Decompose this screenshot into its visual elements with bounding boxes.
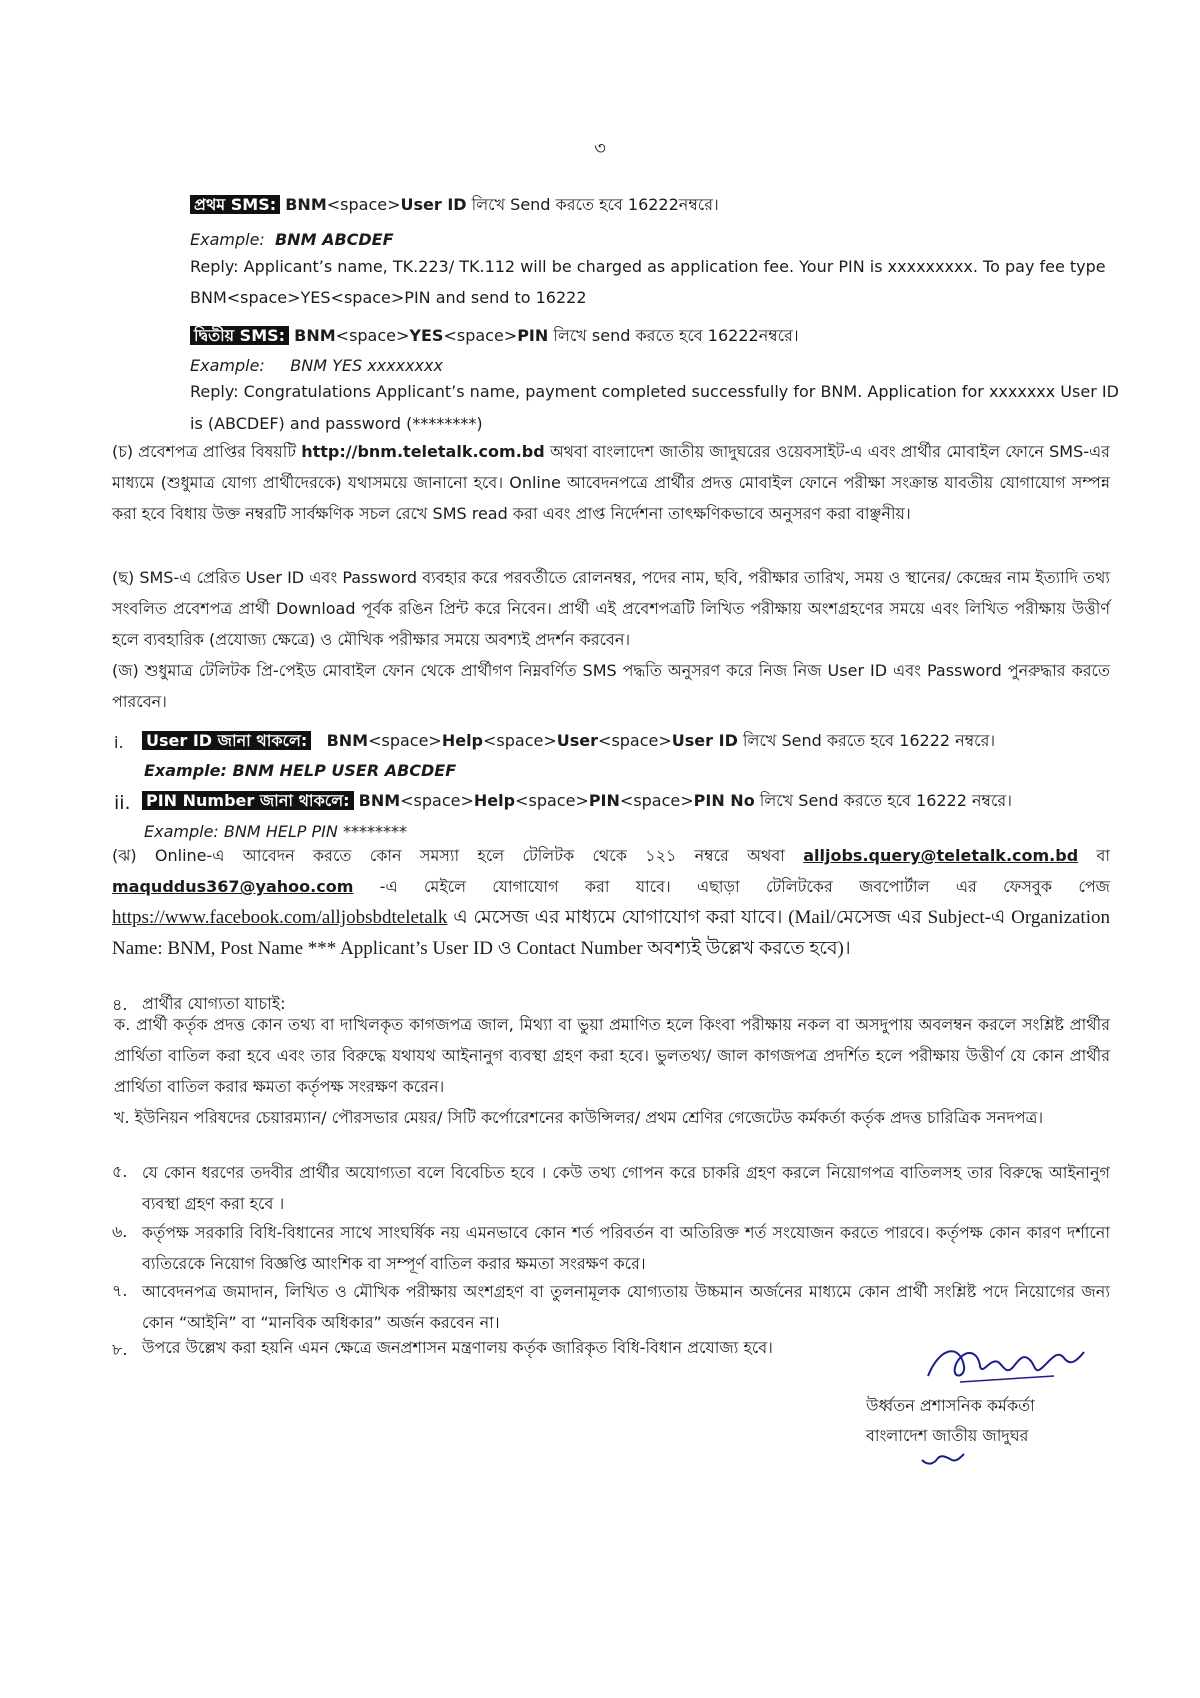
- sms2-reply-line2: is (ABCDEF) and password (********): [190, 414, 483, 433]
- recover-pin-cmd-space1: <space>: [400, 791, 474, 810]
- sms1-example: [190, 230, 394, 250]
- sms2-cmd-space1: <space>: [335, 326, 410, 345]
- recover-pin-cmd-space2: <space>: [515, 791, 589, 810]
- recover-pin-cmd-help: Help: [473, 791, 516, 810]
- item4-title: প্রার্থীর যোগ্যতা যাচাই:: [142, 994, 286, 1013]
- item4-kha: খ. ইউনিয়ন পরিষদের চেয়ারম্যান/ পৌরসভার মেয়র/ সিটি কর্পোরেশনের কাউন্সিলর/ প্রথম শ্রেণির গেজেটেড কর্মকর্তা কর্তৃক প্রদত্ত চারিত্রিক সনদপত্র।: [114, 1108, 1044, 1127]
- para-jha-text-b: বা: [1078, 846, 1110, 865]
- item7-text: আবেদনপত্র জমাদান, লিখিত ও মৌখিক পরীক্ষায় অংশগ্রহণ বা তুলনামূলক যোগ্যতায় উচ্চমান অর্জনের মাধ্যমে কোন প্রার্থী সংশ্লিষ্ট পদে নিয়োগের জন্য কোন “আইনি” বা “মানবিক অধিকার” অর্জন করবেন না।: [142, 1282, 1110, 1332]
- item6-number: ৬.: [112, 1222, 128, 1241]
- para-cha-text-b: অথবা বাংলাদেশ জাতীয় জাদুঘরের ওয়েবসাইট-এ এবং প্রার্থীর মোবাইল ফোনে SMS-এর মাধ্যমে (শুধুমাত্র যোগ্য প্রার্থীদেরকে) যথাসময়ে জানানো হবে। Online আবেদনপত্রে প্রার্থীর প্রদত্ত মোবাইল ফোনে পরীক্ষা সংক্রান্ত যাবতীয় যোগাযোগ সম্পন্ন করা হবে বিধায় উক্ত নম্বরটি সার্বক্ষণিক সচল রেখে SMS read করা এবং প্রাপ্ত নির্দেশনা তাৎক্ষণিকভাবে অনুসরণ করা বাঞ্ছনীয়।: [112, 442, 1110, 523]
- recover-pin-cmd-rest: লিখে Send করতে হবে 16222 নম্বরে।: [754, 791, 1012, 810]
- admit-card-url: http://bnm.teletalk.com.bd: [301, 442, 545, 461]
- sms1-cmd-bnm: BNM: [285, 195, 327, 214]
- sms2-example-value: BNM YES xxxxxxxx: [290, 356, 443, 375]
- paragraph-ja: (জ) শুধুমাত্র টেলিটক প্রি-পেইড মোবাইল ফোন থেকে প্রার্থীগণ নিম্নবর্ণিত SMS পদ্ধতি অনুসরণ করে নিজ নিজ User ID এবং Password পুনরুদ্ধার করতে পারবেন।: [112, 661, 1110, 711]
- sms1-instruction: [190, 195, 719, 215]
- recover-pin-example: Example: BNM HELP PIN ********: [144, 822, 407, 841]
- item6-text: কর্তৃপক্ষ সরকারি বিধি-বিধানের সাথে সাংঘর্ষিক নয় এমনভাবে কোন শর্ত পরিবর্তন বা অতিরিক্ত শর্ত সংযোজন করতে পারবে। কর্তৃপক্ষ কোন কারণ দর্শানো ব্যতিরেকে নিয়োগ বিজ্ঞপ্তি আংশিক বা সম্পূর্ণ বাতিল করার ক্ষমতা সংরক্ষণ করে।: [142, 1223, 1110, 1273]
- recover-pin-cmd-bnm: BNM: [358, 791, 401, 810]
- sms2-cmd-bnm: BNM: [294, 326, 336, 345]
- recover-pin-cmd-pin: PIN: [588, 791, 620, 810]
- recover-pin-cmd-space3: <space>: [619, 791, 694, 810]
- sms1-example-value: BNM ABCDEF: [274, 230, 394, 249]
- recover-user-cmd-bnm: BNM: [326, 731, 369, 750]
- recover-user-cmd-space2: <space>: [483, 731, 557, 750]
- teletalk-email-link[interactable]: alljobs.query@teletalk.com.bd: [803, 846, 1079, 865]
- item5-text: যে কোন ধরণের তদবীর প্রার্থীর অযোগ্যতা বলে বিবেচিত হবে । কেউ তথ্য গোপন করে চাকরি গ্রহণ করলে নিয়োগপত্র বাতিলসহ তার বিরুদ্ধে আইনানুগ ব্যবস্থা গ্রহণ করা হবে ।: [142, 1163, 1110, 1213]
- sms2-cmd-rest: লিখে send করতে হবে 16222নম্বরে।: [548, 326, 799, 345]
- para-cha-text-a: (চ) প্রবেশপত্র প্রাপ্তির বিষয়টি: [112, 442, 302, 461]
- recover-pin-instruction: [142, 791, 1012, 811]
- recover-pin-cmd-pinno: PIN No: [693, 791, 755, 810]
- sms1-cmd-userid: User ID: [400, 195, 467, 214]
- recover-pin-number: ii.: [114, 792, 131, 814]
- recover-user-cmd-space3: <space>: [598, 731, 672, 750]
- paragraph-cha: [112, 436, 1110, 529]
- sms2-cmd-pin: PIN: [517, 326, 549, 345]
- item5-number: ৫.: [112, 1162, 128, 1181]
- recover-user-cmd-rest: লিখে Send করতে হবে 16222 নম্বরে।: [737, 731, 996, 750]
- page-number: ৩: [594, 138, 606, 159]
- signatory-title: উর্ধ্বতন প্রশাসনিক কর্মকর্তা: [866, 1396, 1035, 1415]
- yahoo-email-link[interactable]: maquddus367@yahoo.com: [112, 877, 354, 896]
- recover-user-cmd-user: User: [556, 731, 599, 750]
- sms1-cmd-rest: লিখে Send করতে হবে 16222নম্বরে।: [466, 195, 719, 214]
- sms2-cmd-yes: YES: [409, 326, 444, 345]
- sms1-example-label: Example:: [190, 230, 265, 249]
- recover-user-cmd-help: Help: [441, 731, 484, 750]
- facebook-page-link[interactable]: https://www.facebook.com/alljobsbdteletalk: [112, 907, 448, 928]
- sms2-instruction: [190, 326, 799, 346]
- para-jha-text-a: (ঝ) Online-এ আবেদন করতে কোন সমস্যা হলে টেলিটক থেকে ১২১ নম্বরে অথবা: [112, 846, 804, 865]
- sms1-tag: প্রথম SMS:: [190, 195, 280, 214]
- sms1-cmd-space: <space>: [326, 195, 401, 214]
- sms2-example: [190, 356, 443, 376]
- recover-user-cmd-space1: <space>: [368, 731, 442, 750]
- sms2-reply-line1: Reply: Congratulations Applicant’s name, payment completed successfully for BNM. Application for xxxxxxx User ID: [190, 382, 1119, 401]
- paragraph-jha: [112, 840, 1110, 964]
- item7-number: ৭.: [112, 1281, 128, 1300]
- sms2-example-label: Example:: [190, 356, 265, 375]
- recover-user-instruction: [142, 731, 995, 751]
- recover-user-number: i.: [114, 733, 124, 752]
- recover-user-example: Example: BNM HELP USER ABCDEF: [144, 761, 457, 780]
- para-jha-text-d: এ মেসেজ এর মাধ্যমে যোগাযোগ করা যাবে। (Mail/মেসেজ এর Subject-এ Organization Name: BNM, Post Name *** Applicant’s User ID ও Contact Number অবশ্যই উল্লেখ করতে হবে)।: [112, 907, 1110, 959]
- sms2-cmd-space2: <space>: [443, 326, 518, 345]
- para-jha-text-c: -এ মেইলে যোগাযোগ করা যাবে। এছাড়া টেলিটকের জবপোর্টাল এর ফেসবুক পেজ: [353, 877, 1110, 896]
- item4-number: ৪.: [112, 995, 128, 1014]
- sms1-reply-line1: Reply: Applicant’s name, TK.223/ TK.112 will be charged as application fee. Your PIN is xxxxxxxxx. To pay fee type: [190, 257, 1106, 276]
- item8-text: উপরে উল্লেখ করা হয়নি এমন ক্ষেত্রে জনপ্রশাসন মন্ত্রণালয় কর্তৃক জারিকৃত বিধি-বিধান প্রযোজ্য হবে।: [142, 1338, 773, 1357]
- paragraph-chha: (ছ) SMS-এ প্রেরিত User ID এবং Password ব্যবহার করে পরবর্তীতে রোলনম্বর, পদের নাম, ছবি, পরীক্ষার তারিখ, সময় ও স্থানের/ কেন্দ্রের নাম ইত্যাদি তথ্য সংবলিত প্রবেশপত্র প্রার্থী Download পূর্বক রঙিন প্রিন্ট করে নিবেন। প্রার্থী এই প্রবেশপত্রটি লিখিত পরীক্ষায় অংশগ্রহণের সময়ে এবং লিখিত পরীক্ষায় উত্তীর্ণ হলে ব্যবহারিক (প্রযোজ্য ক্ষেত্রে) ও মৌখিক পরীক্ষার সময়ে অবশ্যই প্রদর্শন করবেন।: [112, 568, 1110, 649]
- signature-scribble: [920, 1336, 1100, 1390]
- item8-number: ৮.: [112, 1340, 128, 1359]
- signatory-organization: বাংলাদেশ জাতীয় জাদুঘর: [866, 1426, 1029, 1445]
- sms2-tag: দ্বিতীয় SMS:: [190, 326, 289, 345]
- recover-user-tag: User ID জানা থাকলে:: [142, 731, 311, 750]
- recover-pin-tag: PIN Number জানা থাকলে:: [142, 791, 354, 810]
- item4-ka: ক. প্রার্থী কর্তৃক প্রদত্ত কোন তথ্য বা দাখিলকৃত কাগজপত্র জাল, মিথ্যা বা ভুয়া প্রমাণিত হলে কিংবা পরীক্ষায় নকল বা অসদুপায় অবলম্বন করলে সংশ্লিষ্ট প্রার্থীর প্রার্থিতা বাতিল করা হবে এবং তার বিরুদ্ধে যথাযথ আইনানুগ ব্যবস্থা গ্রহণ করা হবে। ভুলতথ্য/ জাল কাগজপত্র প্রদর্শিত হলে পরীক্ষায় উত্তীর্ণ যে কোন প্রার্থীর প্রার্থিতা বাতিল করার ক্ষমতা কর্তৃপক্ষ সংরক্ষণ করেন।: [114, 1015, 1110, 1096]
- sms1-reply-line2: BNM<space>YES<space>PIN and send to 16222: [190, 288, 587, 307]
- initial-mark: [918, 1450, 966, 1468]
- recover-user-cmd-userid: User ID: [671, 731, 738, 750]
